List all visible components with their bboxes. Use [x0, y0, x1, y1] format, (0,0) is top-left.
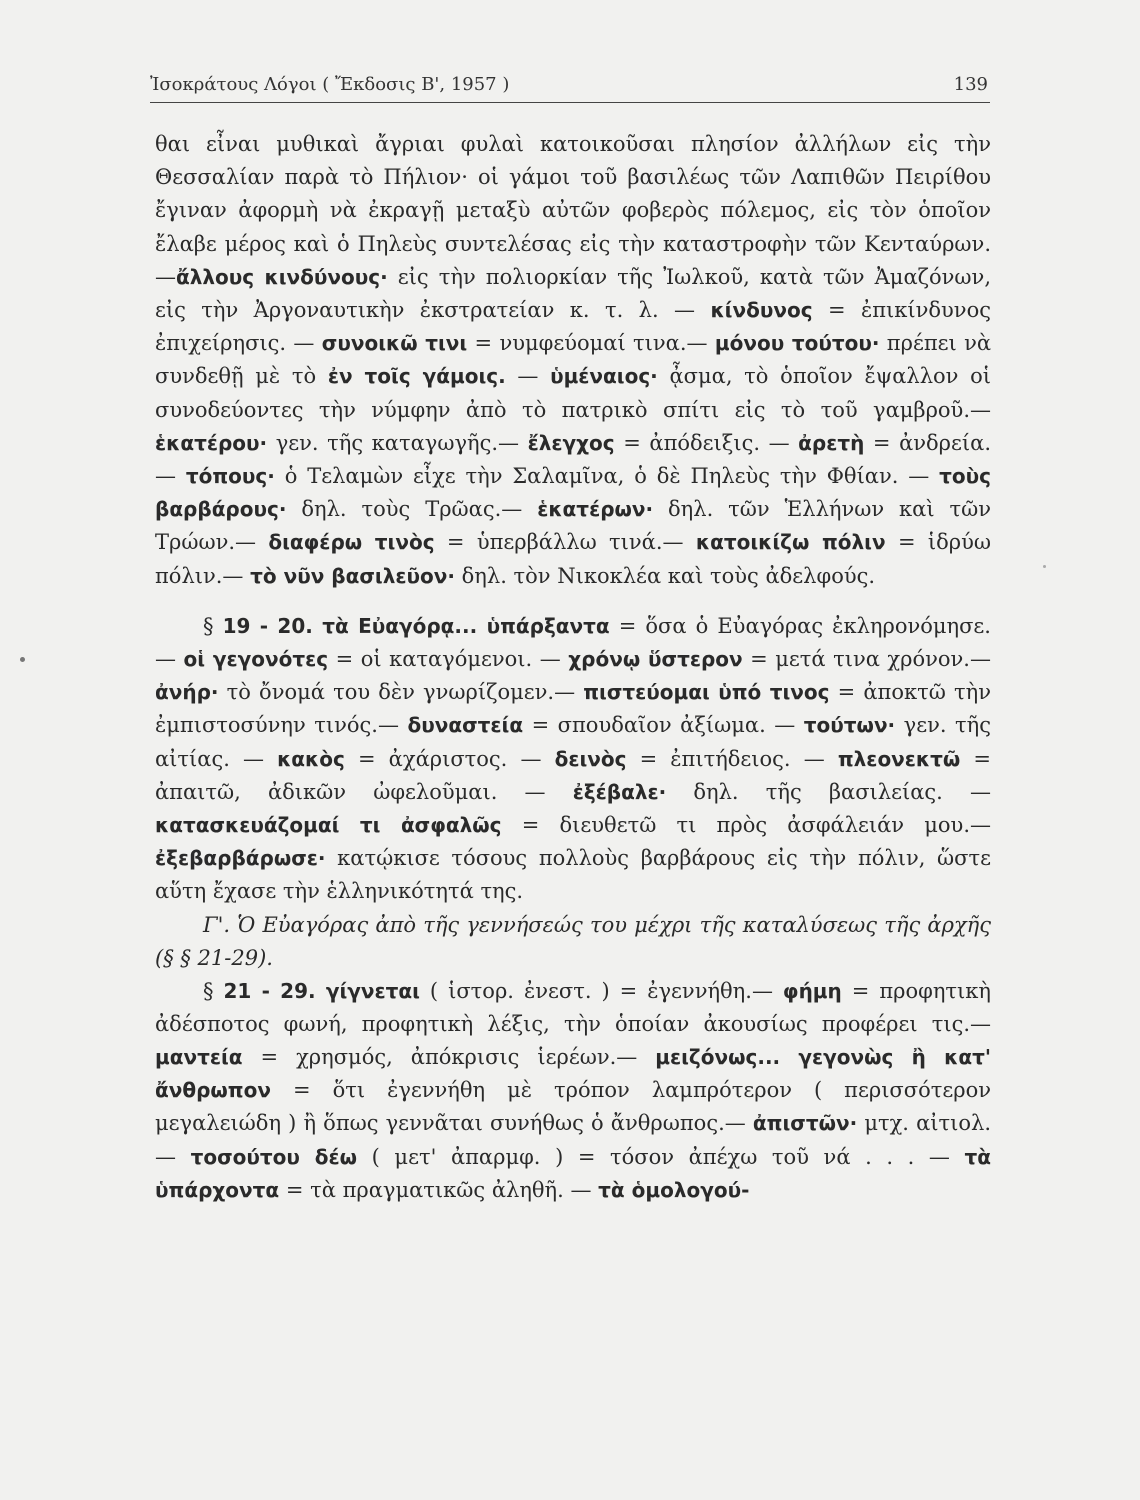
- lemma-term: χρόνῳ ὕστερον: [568, 647, 743, 672]
- gloss-text: = ἱδρύω πόλιν.—: [155, 530, 991, 588]
- gloss-text: ᾆσμα, τὸ ὁποῖον ἔψαλλον οἱ συνοδεύοντες τὴν νύμφην ἀπὸ τὸ πατρικὸ σπίτι εἰς τὸ τοῦ γαμβροῦ.—: [155, 364, 991, 422]
- commentary-paragraph-2: [155, 610, 991, 909]
- gloss-text: = ἀπόδειξις. —: [614, 430, 799, 455]
- lemma-term: φήμη: [782, 978, 842, 1003]
- margin-speck: [20, 657, 25, 662]
- lemma-term: μειζόνως... γεγονὼς ἢ κατ' ἄνθρωπον: [155, 1045, 991, 1103]
- gloss-text: ( ἱστορ. ἐνεστ. ) = ἐγεννήθη.—: [419, 978, 783, 1003]
- gloss-text: §: [203, 613, 223, 638]
- lemma-term: δεινὸς: [554, 746, 627, 771]
- lemma-term: μαντεία: [155, 1045, 243, 1070]
- lemma-term: ὑμέναιος·: [550, 364, 658, 389]
- lemma-term: ἀπιστῶν·: [752, 1111, 858, 1136]
- gloss-text: = οἱ καταγόμενοι. —: [328, 647, 569, 672]
- lemma-term: ἀρετὴ: [798, 430, 865, 455]
- gloss-text: = ἐπικίνδυνος ἐπιχείρησις. —: [155, 298, 991, 356]
- gloss-text: τὸ ὄνομά του δὲν γνωρίζομεν.—: [218, 680, 584, 705]
- lemma-term: 19 - 20. τὰ Εὐαγόρᾳ... ὑπάρξαντα: [222, 613, 610, 638]
- gloss-text: ( μετ' ἀπαρμφ. ) = τόσον ἀπέχω τοῦ νά . . . —: [357, 1144, 965, 1169]
- lemma-term: πιστεύομαι ὑπό τινος: [583, 680, 830, 705]
- gloss-text: μτχ. αἰτιολ. —: [155, 1111, 991, 1169]
- lemma-term: συνοικῶ τινι: [321, 331, 468, 356]
- gloss-text: πρέπει νὰ συνδεθῇ μὲ τὸ: [155, 331, 992, 389]
- lemma-term: τὸ νῦν βασιλεῦον·: [250, 563, 455, 588]
- lemma-term: ἐξέβαλε·: [572, 779, 667, 804]
- lemma-term: κατασκευάζομαί τι ἀσφαλῶς: [155, 813, 502, 838]
- lemma-term: ἐξεβαρβάρωσε·: [155, 846, 326, 871]
- lemma-term: τὰ ὁμολογού-: [598, 1177, 750, 1202]
- lemma-term: τόπους·: [185, 464, 275, 489]
- gloss-text: = προφητικὴ ἀδέσποτος φωνή, προφητικὴ λέξις, τὴν ὁποίαν ἀκουσίως προφέρει τις.—: [155, 978, 991, 1036]
- gloss-text: = ὑπερβάλλω τινά.—: [434, 530, 696, 555]
- lemma-term: ἄλλους κινδύνους·: [176, 264, 388, 289]
- page-header: [150, 68, 990, 103]
- gloss-text: = διευθετῶ τι πρὸς ἀσφάλειάν μου.—: [501, 813, 991, 838]
- gloss-text: γεν. τῆς καταγωγῆς.—: [267, 430, 528, 455]
- lemma-term: τούτων·: [803, 713, 896, 738]
- gloss-text: δηλ. τὸν Νικοκλέα καὶ τοὺς ἀδελφούς.: [454, 563, 876, 588]
- gloss-text: δηλ. τοὺς Τρῶας.—: [286, 497, 538, 522]
- gloss-text: δηλ. τῶν Ἑλλήνων καὶ τῶν Τρώων.—: [155, 497, 991, 555]
- gloss-text: εἰς τὴν πολιορκίαν τῆς Ἰωλκοῦ, κατὰ τῶν Ἀμαζόνων, εἰς τὴν Ἀργοναυτικὴν ἐκστρατείαν κ. τ. λ. —: [155, 264, 991, 323]
- commentary-paragraph-3: [155, 975, 991, 1207]
- lemma-term: δυναστεία: [407, 713, 524, 738]
- lemma-term: ἑκατέρου·: [155, 430, 268, 455]
- gloss-text: γεν. τῆς αἰτίας. —: [155, 713, 991, 771]
- commentary-paragraph-1: [155, 128, 991, 593]
- lemma-term: πλεονεκτῶ: [837, 746, 961, 771]
- gloss-text: = χρησμός, ἀπόκρισις ἱερέων.—: [242, 1045, 656, 1070]
- gloss-text: = ὅσα ὁ Εὐαγόρας ἐκληρονόμησε. —: [155, 613, 991, 672]
- gloss-text: = ἀποκτῶ τὴν ἐμπιστοσύνην τινός.—: [155, 680, 991, 738]
- gloss-text: = νυμφεύομαί τινα.—: [467, 331, 715, 356]
- gloss-text: = τὰ πραγματικῶς ἀληθῆ. —: [279, 1177, 599, 1202]
- gloss-text: δηλ. τῆς βασιλείας. —: [666, 779, 991, 804]
- section-heading: Γ'. Ὁ Εὐαγόρας ἀπὸ τῆς γεννήσεώς του μέχρι τῆς καταλύσεως τῆς ἀρχῆς (§ § 21-29).: [155, 912, 991, 970]
- lemma-term: οἱ γεγονότες: [183, 647, 329, 672]
- lemma-term: τοσούτου δέω: [190, 1144, 358, 1169]
- commentary-body: [155, 128, 991, 1207]
- gloss-text: = μετά τινα χρόνον.—: [742, 647, 991, 672]
- lemma-term: κατοικίζω πόλιν: [695, 530, 886, 555]
- gloss-text: = ὅτι ἐγεννήθη μὲ τρόπον λαμπρότερον ( περισσότερον μεγαλειώδη ) ἢ ὅπως γεννᾶται συνήθως ὁ ἄνθρωπος.—: [155, 1078, 991, 1136]
- lemma-term: κίνδυνος: [710, 298, 813, 323]
- lemma-term: κακὸς: [277, 746, 345, 771]
- lemma-term: ἀνήρ·: [155, 680, 219, 705]
- page-number: 139: [953, 74, 988, 95]
- gloss-text: θαι εἶναι μυθικαὶ ἄγριαι φυλαὶ κατοικοῦσαι πλησίον ἀλλήλων εἰς τὴν Θεσσαλίαν παρὰ τὸ Πήλιον· οἱ γάμοι τοῦ βασιλέως τῶν Λαπιθῶν Πειρίθου ἔγιναν ἀφορμὴ νὰ ἐκραγῇ μεταξὺ αὐτῶν φοβερὸς πόλεμος, εἰς τὸν ὁποῖον ἔλαβε μέρος καὶ ὁ Πηλεὺς συντελέσας εἰς τὴν καταστροφὴν τῶν Κενταύρων.—: [155, 132, 991, 289]
- gloss-text: κατῴκισε τόσους πολλοὺς βαρβάρους εἰς τὴν πόλιν, ὥστε αὕτη ἔχασε τὴν ἑλληνικότητά της.: [155, 846, 991, 904]
- gloss-text: = ἀπαιτῶ, ἀδικῶν ὠφελοῦμαι. —: [155, 746, 991, 804]
- lemma-term: ἑκατέρων·: [537, 497, 654, 522]
- lemma-term: ἔλεγχος: [527, 430, 615, 455]
- lemma-term: τοὺς βαρβάρους·: [155, 464, 991, 522]
- lemma-term: 21 - 29. γίγνεται: [223, 978, 420, 1003]
- margin-speck: [1043, 565, 1046, 568]
- gloss-text: = ἐπιτήδειος. —: [626, 746, 838, 771]
- lemma-term: διαφέρω τινὸς: [268, 530, 435, 555]
- lemma-term: ἐν τοῖς γάμοις.: [327, 364, 506, 389]
- gloss-text: = σπουδαῖον ἀξίωμα. —: [523, 713, 804, 738]
- gloss-text: = ἀνδρεία. —: [155, 430, 991, 489]
- gloss-text: = ἀχάριστος. —: [344, 746, 555, 771]
- lemma-term: μόνου τούτου·: [714, 331, 880, 356]
- lemma-term: τὰ ὑπάρχοντα: [155, 1144, 991, 1202]
- gloss-text: —: [505, 364, 551, 389]
- gloss-text: §: [203, 978, 224, 1003]
- gloss-text: ὁ Τελαμὼν εἶχε τὴν Σαλαμῖνα, ὁ δὲ Πηλεὺς τὴν Φθίαν. —: [274, 464, 940, 489]
- running-title: Ἰσοκράτους Λόγοι ( Ἔκδοσις Β', 1957 ): [150, 74, 510, 95]
